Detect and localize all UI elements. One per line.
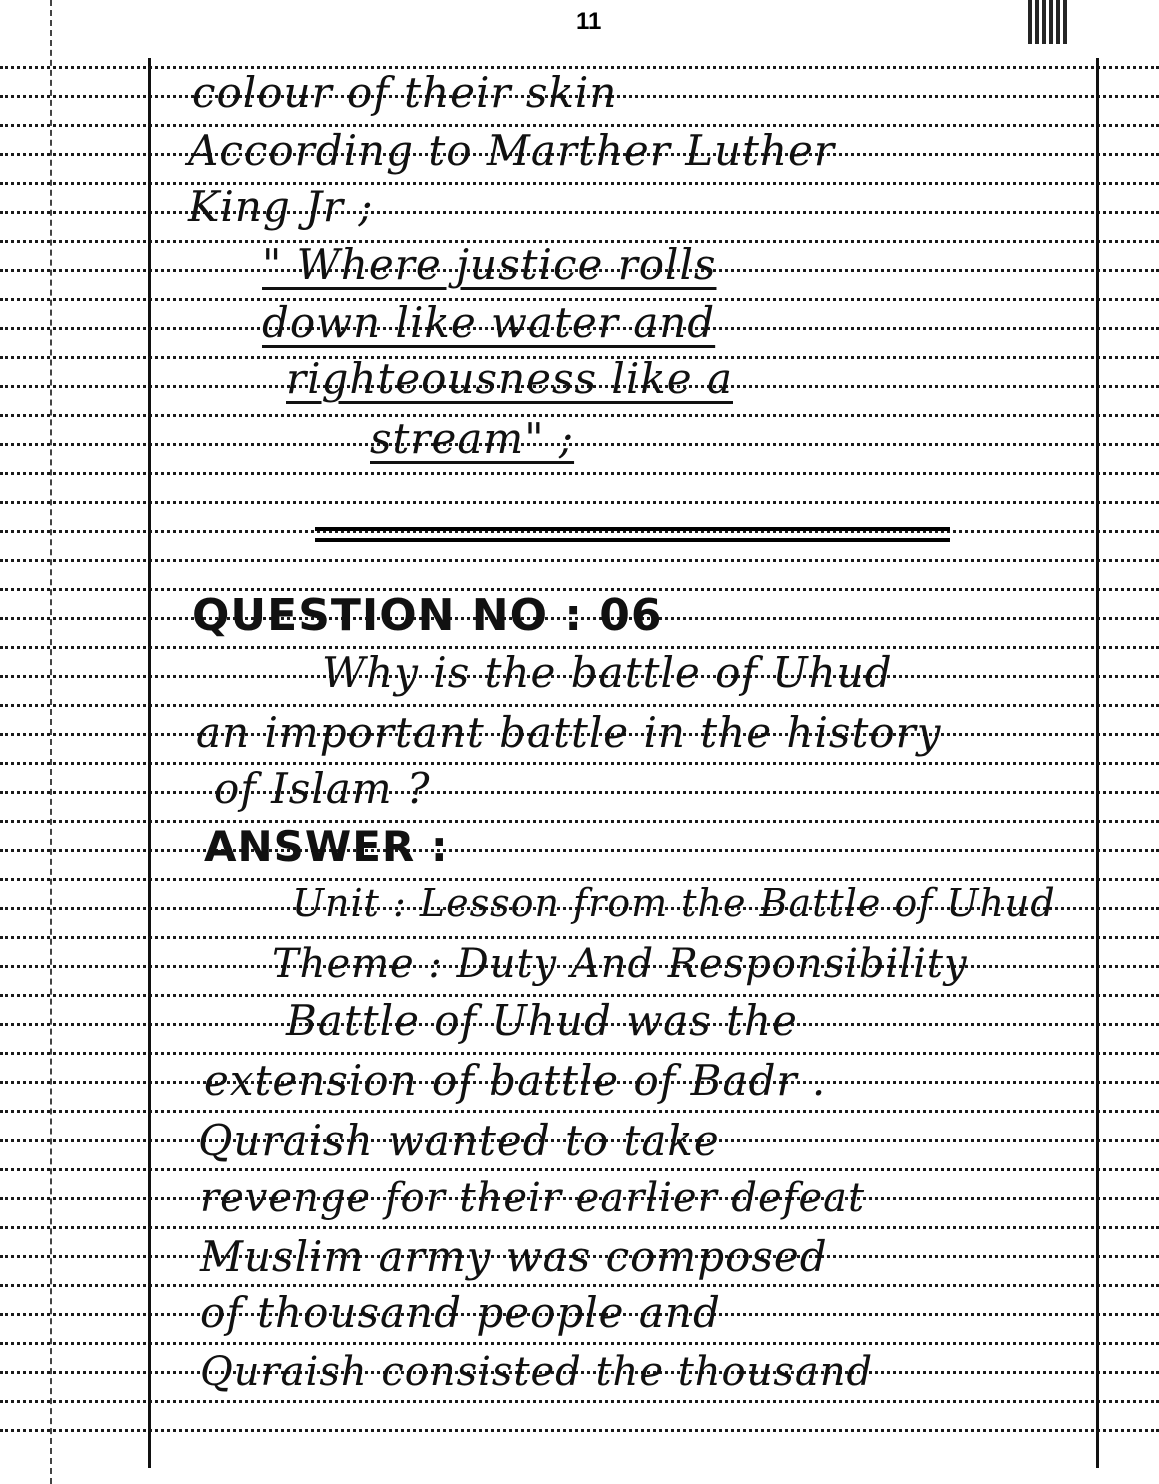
quote-line: righteousness like a (286, 354, 733, 403)
ruled-line (0, 1168, 1159, 1171)
text-line: colour of their skin (192, 68, 618, 117)
section-divider (315, 538, 950, 542)
ruled-line (0, 182, 1159, 185)
answer-text: Quraish wanted to take (198, 1116, 720, 1165)
ruled-line (0, 472, 1159, 475)
ruled-line (0, 704, 1159, 707)
ruled-line (0, 501, 1159, 504)
ruled-line (0, 443, 1159, 446)
ruled-line (0, 1400, 1159, 1403)
answer-heading: ANSWER : (204, 822, 449, 871)
ruled-line (0, 1226, 1159, 1229)
ruled-line (0, 1342, 1159, 1345)
answer-text: extension of battle of Badr . (204, 1056, 827, 1105)
ruled-line (0, 1429, 1159, 1432)
ruled-line (0, 936, 1159, 939)
unit-line: Unit : Lesson from the Battle of Uhud (292, 881, 1056, 925)
answer-text: Battle of Uhud was the (286, 996, 798, 1045)
right-margin-line (1096, 58, 1099, 1468)
question-text: of Islam ? (214, 764, 431, 813)
left-margin-line (148, 58, 151, 1468)
text-line: According to Marther Luther (188, 126, 835, 175)
section-divider (315, 527, 950, 531)
ruled-line (0, 849, 1159, 852)
ruled-line (0, 559, 1159, 562)
page-number: 11 (576, 8, 602, 35)
answer-text: Quraish consisted the thousand (200, 1349, 874, 1395)
question-text: Why is the battle of Uhud (322, 648, 893, 697)
answer-text: Muslim army was composed (200, 1232, 828, 1281)
quote-line: " Where justice rolls (262, 240, 717, 289)
ruled-line (0, 1052, 1159, 1055)
ruled-line (0, 791, 1159, 794)
corner-code-mark (1028, 0, 1068, 44)
answer-text: of thousand people and (200, 1288, 721, 1337)
theme-line: Theme : Duty And Responsibility (272, 941, 968, 987)
question-heading: QUESTION NO : 06 (192, 590, 663, 641)
question-text: an important battle in the history (196, 708, 942, 757)
quote-line: down like water and (262, 298, 716, 347)
quote-line: stream" ; (370, 414, 575, 463)
page-left-edge (50, 0, 52, 1484)
ruled-line (0, 1284, 1159, 1287)
ruled-line (0, 211, 1159, 214)
answer-text: revenge for their earlier defeat (200, 1175, 866, 1221)
ruled-line (0, 762, 1159, 765)
text-line: King Jr ; (188, 182, 374, 231)
ruled-line (0, 414, 1159, 417)
ruled-line (0, 820, 1159, 823)
ruled-line (0, 1110, 1159, 1113)
